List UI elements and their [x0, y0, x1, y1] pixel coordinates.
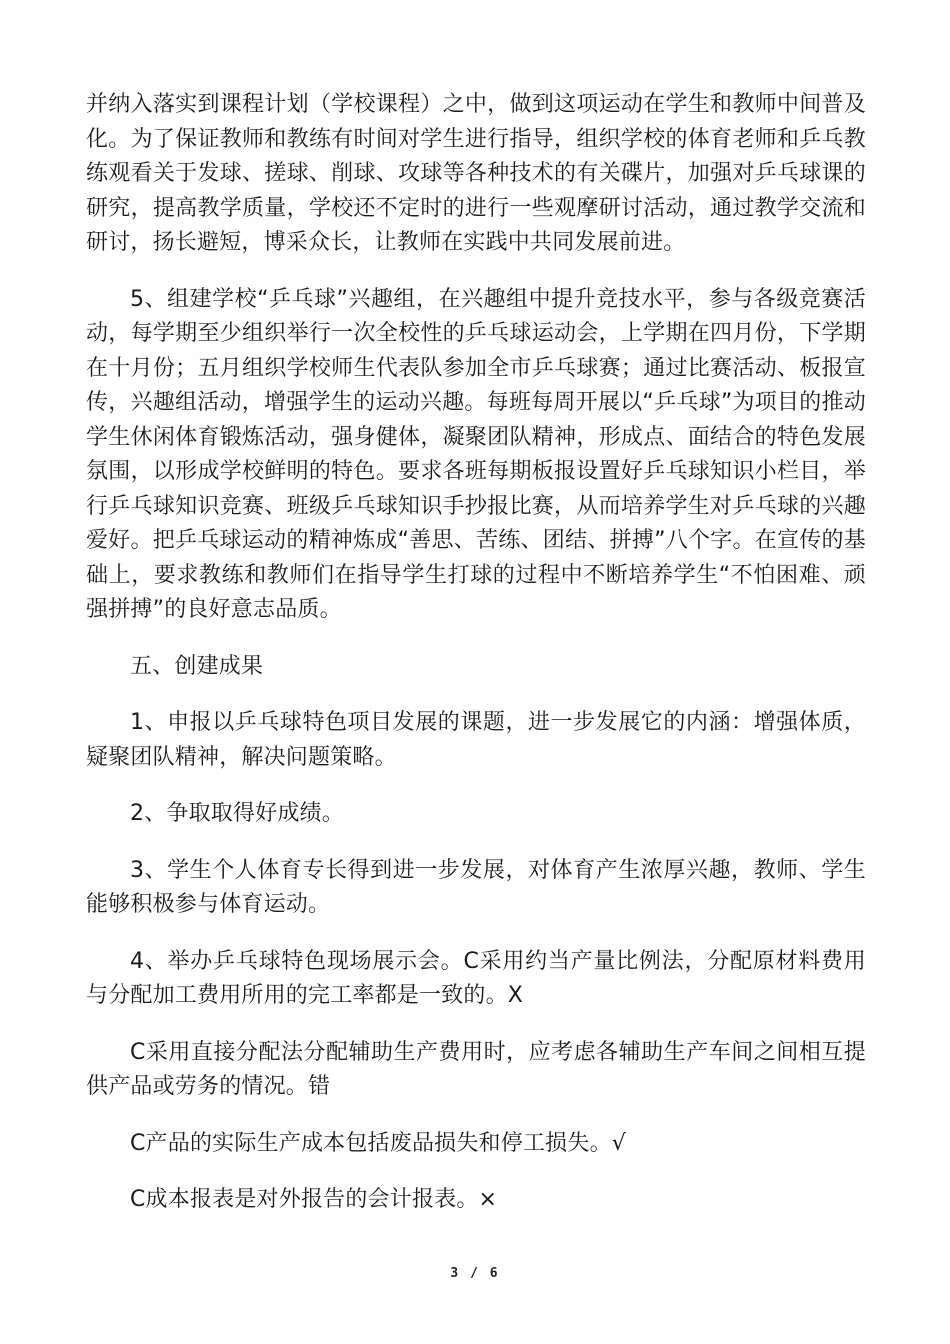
document-page [86, 88, 866, 1240]
paragraph-quiz-3: C成本报表是对外报告的会计报表。× [130, 1187, 498, 1212]
paragraph-result-2: 2、争取取得好成绩。 [130, 801, 344, 826]
paragraph-result-1: 1、申报以乒乓球特色项目发展的课题，进一步发展它的内涵：增强体质，疑聚团队精神，解决问题策略。 [86, 710, 866, 770]
paragraph-quiz-2: C产品的实际生产成本包括废品损失和停工损失。√ [130, 1130, 626, 1156]
paragraph-result-4: 4、举办乒乓球特色现场展示会。C采用约当产量比例法，分配原材料费用与分配加工费用所用的完工率都是一致的。X [86, 948, 866, 1008]
section-heading: 五、创建成果 [130, 653, 264, 679]
paragraph-2: 5、组建学校“乒乓球”兴趣组，在兴趣组中提升竞技水平，参与各级竞赛活动，每学期至少组织举行一次全校性的乒乓球运动会，上学期在四月份，下学期在十月份；五月组织学校师生代表队参加全市乒乓球赛；通过比赛活动、板报宣传，兴趣组活动，增强学生的运动兴趣。每班每周开展以“乒乓球”为项目的推动学生休闲体育锻炼活动，强身健体，凝聚团队精神，形成点、面结合的特色发展氛围，以形成学校鲜明的特色。要求各班每期板报设置好乒乓球知识小栏目，举行乒乓球知识竞赛、班级乒乓球知识手抄报比赛，从而培养学生对乒乓球的兴趣爱好。把乒乓球运动的精神炼成“善思、苦练、团结、拼搏”八个字。在宣传的基础上，要求教练和教师们在指导学生打球的过程中不断培养学生“不怕困难、顽强拼搏”的良好意志品质。 [86, 286, 866, 622]
page-number: 3 / 6 [450, 1266, 500, 1281]
paragraph-result-3: 3、学生个人体育专长得到进一步发展，对体育产生浓厚兴趣，教师、学生能够积极参与体育运动。 [86, 857, 866, 917]
paragraph-quiz-1: C采用直接分配法分配辅助生产费用时，应考虑各辅助生产车间之间相互提供产品或劳务的情况。错 [86, 1039, 866, 1099]
paragraph-1: 并纳入落实到课程计划（学校课程）之中，做到这项运动在学生和教师中间普及化。为了保证教师和教练有时间对学生进行指导，组织学校的体育老师和乒乓教练观看关于发球、搓球、削球、攻球等各种技术的有关碟片，加强对乒乓球课的研究，提高教学质量，学校还不定时的进行一些观摩研讨活动，通过教学交流和研讨，扬长避短，博采众长，让教师在实践中共同发展前进。 [86, 92, 866, 255]
